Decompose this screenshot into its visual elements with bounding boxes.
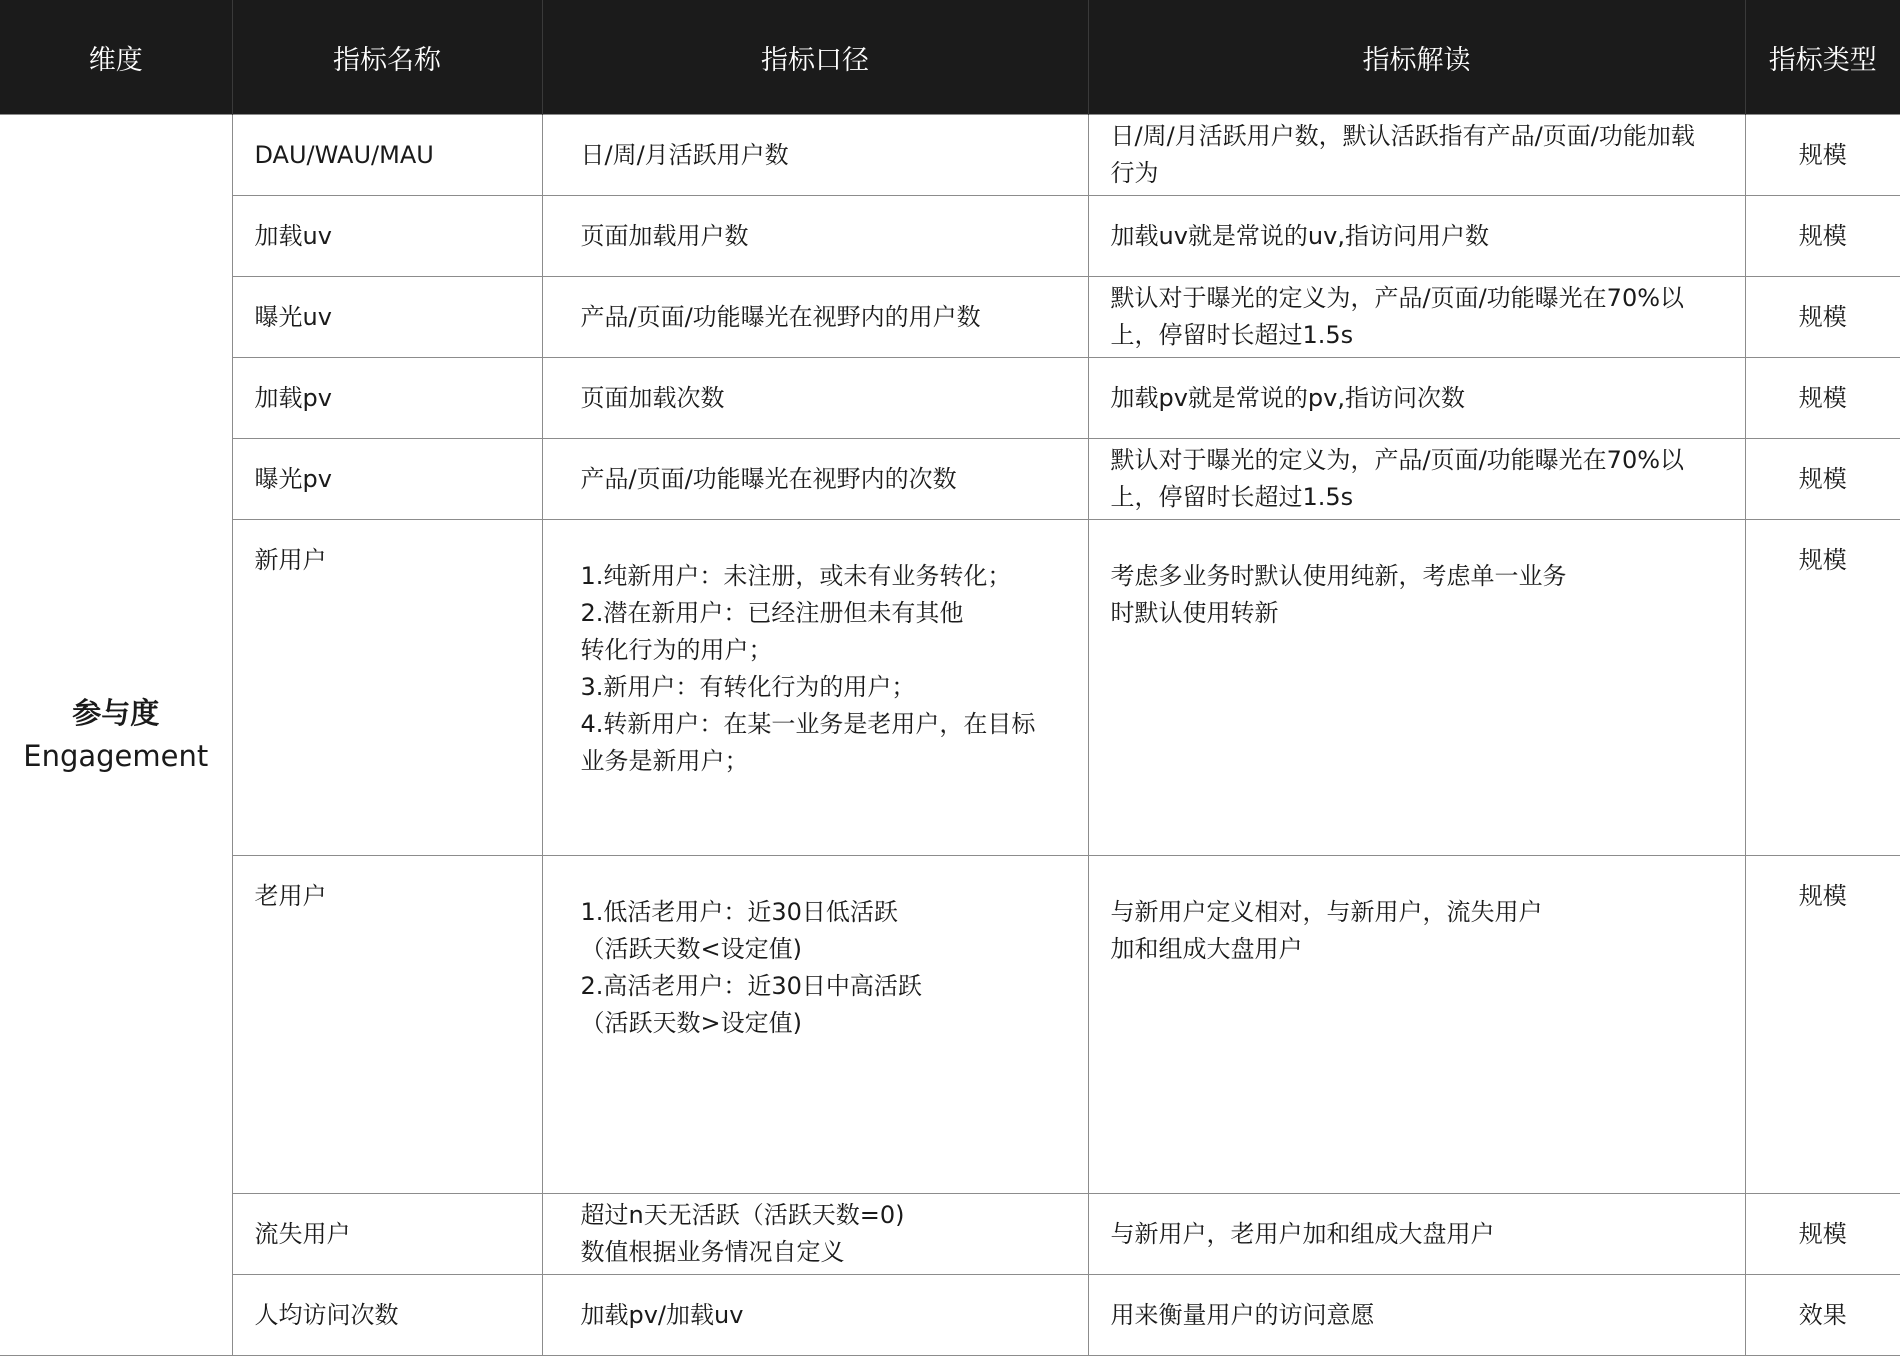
interpretation-line: 与新用户定义相对，与新用户，流失用户 [1110,898,1543,926]
metric-definition-cell [542,277,1088,358]
interpretation-line: 加载pv就是常说的pv,指访问次数 [1110,383,1466,412]
interpretation-line: 行为 [1110,159,1159,187]
interpretation-line: 与新用户，老用户加和组成大盘用户 [1110,1219,1495,1248]
interpretation-line: 默认对于曝光的定义为，产品/页面/功能曝光在70%以 [1110,284,1685,312]
metric-interpretation-cell [1088,856,1745,1194]
metric-interpretation-cell [1088,1194,1745,1275]
table-row [0,196,1900,277]
definition-line: 2.高活老用户：近30日中高活跃 [580,972,922,1000]
metric-name-cell: DAU/WAU/MAU [232,115,542,196]
metric-name-cell: 流失用户 [232,1194,542,1275]
table-row [0,439,1900,520]
interpretation-line: 上，停留时长超过1.5s [1110,483,1354,511]
metric-interpretation-cell [1088,115,1745,196]
table-row [0,856,1900,1194]
table-row [0,358,1900,439]
metric-definition-cell [542,439,1088,520]
interpretation-line: 时默认使用转新 [1110,599,1279,627]
metric-name-cell: 老用户 [232,856,542,1194]
metric-type-cell: 规模 [1745,520,1900,856]
dimension-label-cn: 参与度 [72,696,160,730]
interpretation-line: 考虑多业务时默认使用纯新，考虑单一业务 [1110,562,1567,590]
definition-line: （活跃天数>设定值) [580,1009,802,1037]
metric-name-cell: 曝光uv [232,277,542,358]
metric-definition-cell [542,520,1088,856]
metric-definition-cell [542,196,1088,277]
metric-interpretation-cell [1088,358,1745,439]
header-row [0,0,1900,115]
table-row [0,277,1900,358]
metric-type-cell: 规模 [1745,1194,1900,1275]
interpretation-line: 默认对于曝光的定义为，产品/页面/功能曝光在70%以 [1110,446,1685,474]
definition-line: 页面加载用户数 [580,221,749,250]
interpretation-line: 用来衡量用户的访问意愿 [1110,1300,1375,1329]
metric-interpretation-cell [1088,1275,1745,1356]
metric-type-cell: 效果 [1745,1275,1900,1356]
table-row [0,520,1900,856]
metric-interpretation-cell [1088,196,1745,277]
interpretation-line: 上，停留时长超过1.5s [1110,321,1354,349]
table-row [0,1194,1900,1275]
metric-interpretation-cell [1088,439,1745,520]
metric-name-cell: 加载uv [232,196,542,277]
metric-interpretation-cell [1088,277,1745,358]
header-metric-name: 指标名称 [232,0,542,115]
definition-line: 日/周/月活跃用户数 [580,140,789,169]
dimension-label-en: Engagement [23,739,209,773]
metric-interpretation-cell [1088,520,1745,856]
definition-line: （活跃天数<设定值) [580,935,802,963]
metric-type-cell: 规模 [1745,439,1900,520]
metric-type-cell: 规模 [1745,856,1900,1194]
table-row [0,1275,1900,1356]
definition-line: 加载pv/加载uv [580,1300,744,1329]
interpretation-line: 加和组成大盘用户 [1110,935,1303,963]
metric-definition-cell [542,1275,1088,1356]
definition-line: 转化行为的用户； [580,636,773,664]
dimension-cell [0,115,232,1356]
table-header [0,0,1900,115]
metric-definition-cell [542,856,1088,1194]
definition-line: 1.纯新用户：未注册，或未有业务转化； [580,562,1012,590]
metric-type-cell: 规模 [1745,115,1900,196]
definition-line: 业务是新用户； [580,747,749,775]
metric-name-cell: 人均访问次数 [232,1275,542,1356]
definition-line: 1.低活老用户：近30日低活跃 [580,898,898,926]
table-row [0,115,1900,196]
header-metric-type: 指标类型 [1745,0,1900,115]
metric-definition-cell [542,115,1088,196]
definition-line: 3.新用户：有转化行为的用户； [580,673,916,701]
metric-name-cell: 曝光pv [232,439,542,520]
header-dimension: 维度 [0,0,232,115]
definition-line: 页面加载次数 [580,383,725,412]
metric-definition-cell [542,1194,1088,1275]
definition-line: 数值根据业务情况自定义 [580,1238,845,1266]
definition-line: 产品/页面/功能曝光在视野内的次数 [580,464,957,493]
header-metric-definition: 指标口径 [542,0,1088,115]
metric-type-cell: 规模 [1745,358,1900,439]
definition-line: 超过n天无活跃（活跃天数=0) [580,1201,905,1229]
definition-line: 4.转新用户：在某一业务是老用户，在目标 [580,710,1036,738]
metric-definition-cell [542,358,1088,439]
interpretation-line: 加载uv就是常说的uv,指访问用户数 [1110,221,1489,250]
table-body [0,115,1900,1356]
definition-line: 产品/页面/功能曝光在视野内的用户数 [580,302,981,331]
definition-line: 2.潜在新用户：已经注册但未有其他 [580,599,964,627]
metric-type-cell: 规模 [1745,196,1900,277]
metric-type-cell: 规模 [1745,277,1900,358]
metric-name-cell: 加载pv [232,358,542,439]
interpretation-line: 日/周/月活跃用户数，默认活跃指有产品/页面/功能加载 [1110,122,1695,150]
header-metric-interpretation: 指标解读 [1088,0,1745,115]
metric-name-cell: 新用户 [232,520,542,856]
